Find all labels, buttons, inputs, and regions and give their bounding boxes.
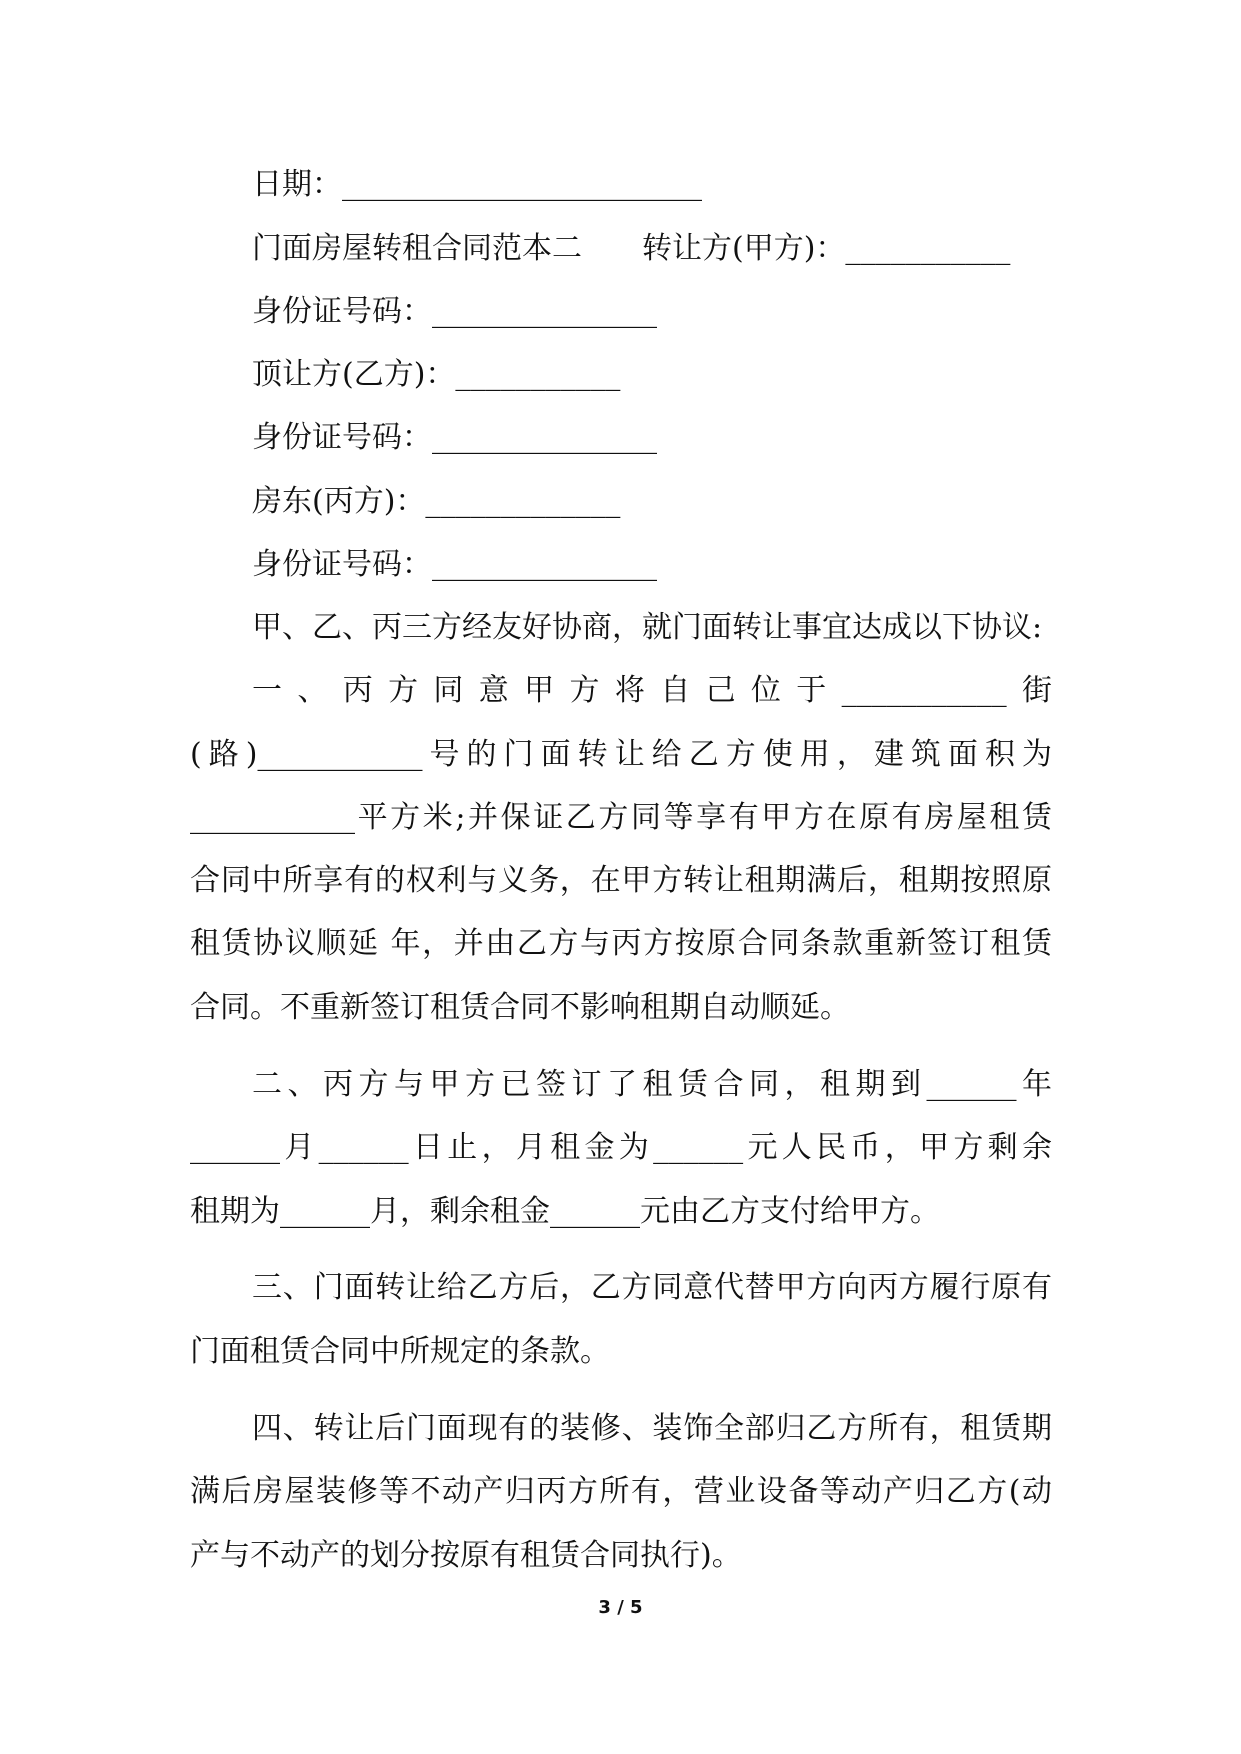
clause-4-line-3: 产与不动产的划分按原有租赁合同执行)。	[190, 1538, 742, 1573]
clause-1-line-3: ___________平方米;并保证乙方同等享有甲方在原有房屋租赁	[190, 800, 1052, 835]
clause-2-line-3: 租期为______月，剩余租金______元由乙方支付给甲方。	[190, 1194, 940, 1229]
id-number-line-c: 身份证号码：_______________	[252, 547, 657, 582]
id-number-line-a: 身份证号码：_______________	[252, 294, 657, 329]
clause-1-line-1: 一、丙方同意甲方将自己位于___________街	[252, 673, 1052, 708]
agreement-intro: 甲、乙、丙三方经友好协商，就门面转让事宜达成以下协议:	[252, 610, 1043, 645]
clause-3-line-2: 门面租赁合同中所规定的条款。	[190, 1334, 610, 1369]
clause-4-line-2: 满后房屋装修等不动产归丙方所有，营业设备等动产归乙方(动	[190, 1474, 1052, 1509]
clause-4-line-1: 四、转让后门面现有的装修、装饰全部归乙方所有，租赁期	[252, 1411, 1052, 1446]
clause-1-line-4: 合同中所享有的权利与义务，在甲方转让租期满后，租期按照原	[190, 863, 1052, 898]
clause-1-line-2: (路)___________号的门面转让给乙方使用，建筑面积为	[190, 737, 1052, 772]
id-number-line-b: 身份证号码：_______________	[252, 420, 657, 455]
clause-2-line-2: ______月______日止，月租金为______元人民币，甲方剩余	[190, 1130, 1052, 1165]
clause-1-line-5: 租赁协议顺延 年，并由乙方与丙方按原合同条款重新签订租赁	[190, 926, 1052, 961]
title-transferor-line: 门面房屋转租合同范本二 转让方(甲方)：___________	[252, 231, 1011, 266]
date-line: 日期：________________________	[252, 167, 702, 202]
page-number: 3 / 5	[598, 1597, 643, 1618]
clause-1-line-6: 合同。不重新签订租赁合同不影响租期自动顺延。	[190, 990, 850, 1025]
landlord-line: 房东(丙方)：_____________	[252, 484, 621, 519]
clause-3-line-1: 三、门面转让给乙方后，乙方同意代替甲方向丙方履行原有	[252, 1270, 1052, 1305]
clause-2-line-1: 二、丙方与甲方已签订了租赁合同，租期到______年	[252, 1067, 1052, 1102]
transferee-line: 顶让方(乙方)：___________	[252, 357, 621, 392]
